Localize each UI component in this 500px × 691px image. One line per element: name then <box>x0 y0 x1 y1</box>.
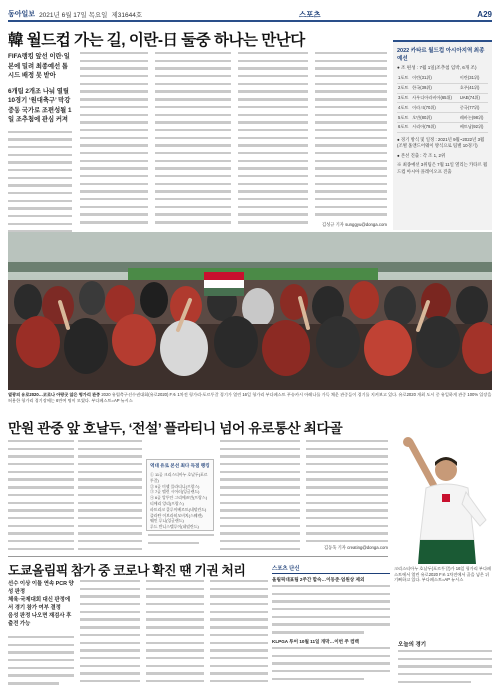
ranking-line: 파트리크 클루이베르트(네덜란드) <box>150 506 207 512</box>
ranking-line: ③ 7골 앨런 시어러(잉글랜드) <box>150 489 200 495</box>
masthead <box>8 8 492 22</box>
ranking-line: 티에리 앙리(프랑스) <box>150 500 184 506</box>
ranking-line: 루드 반니스텔루이(네덜란드) <box>150 524 199 530</box>
todays-match-title: 오늘의 경기 <box>398 642 427 648</box>
sports-brief-title: 스포츠 단신 <box>272 564 390 574</box>
ranking-line: ④ 6골 앙투안 그리에즈만(프랑스) <box>150 495 207 501</box>
table-row: 1포트 이란(31위) 이란(31위) <box>397 74 488 83</box>
story1-byline: 김성규 기자 sunggyu@donga.com <box>321 222 387 227</box>
story1-body-text <box>8 131 72 249</box>
photo1-caption-lead: 열광의 유로2020…코로나 아랑곳 않은 헝가리 관중 <box>8 392 101 397</box>
photo1-caption <box>8 392 492 414</box>
sports-brief-body <box>272 647 390 680</box>
ronaldo-photo-caption: 크리스티아누 호날두(포르투갈)가 16일 헝가리 부다페스트에서 열린 유로2020 F조 1차전에서 골을 넣은 뒤 기뻐하고 있다. 부다페스트=AP 뉴시스 <box>394 566 492 583</box>
qualifier-notes: ● 경기 방식 및 일정 : 2021년 9월~2022년 3월 (조별 홈앤드어웨이 방식으로 팀별 10경기) ● 본선 진출 : 각 조 1, 2위 ※ 최종예선 3위팀은 7월 11일 열리는 카타르 월드컵 아시아 플레이오프 진출 <box>397 136 488 174</box>
table-row: 3포트 사우디아라비아(65위) UAE(74위) <box>397 93 488 103</box>
table-row: 4포트 이라크(70위) 중국(77위) <box>397 103 488 113</box>
story3-subhead: 선수 이상 이틀 연속 PCR 양성 판정 <box>8 581 74 595</box>
story2-body-column <box>306 440 388 544</box>
scoring-ranking-box <box>146 459 214 531</box>
ranking-line: 즐라탄 이브라히모비치(스웨덴) <box>150 512 203 518</box>
qualifier-box-subtitle: ● 조 편성 : 7월 1일(조추첨 임박, 6개 조) <box>397 65 477 70</box>
story3-body-column <box>210 580 268 686</box>
story3-body-column <box>8 636 74 686</box>
story3-body-column <box>146 580 204 686</box>
story2-body-column <box>148 534 214 552</box>
qualifier-box-title: 2022 카타르 월드컵 아시아지역 최종예선 <box>397 48 485 62</box>
photo1-caption-body: 2020 유럽축구선수권대회(유로2020) F조 1차전 헝가리-포르투갈 경기가 열린 16일 헝가리 부다페스트 푸슈카시 아레나를 가득 채운 관중들이 경기를 지켜보고 있다. 유로2020 개최 도시 중 유일하게 관중 100% 입장을 허용한 헝가리 경기장에는 6만여 명이 모였다. 부다페스트=AP 뉴시스 <box>8 392 492 403</box>
story1-body-column <box>80 52 148 228</box>
story2-byline: 김동욱 기자 creating@donga.com <box>323 545 388 550</box>
story1-body-column <box>155 52 231 228</box>
sports-brief <box>272 564 390 685</box>
story2-body-column <box>220 440 300 550</box>
sports-brief-item: 올림픽대표팀 2주간 합숙…이동준·엄원상 제외 <box>272 577 365 582</box>
story3-subhead: 음성 판정 나오면 재검사 후 출전 가능 <box>8 613 72 627</box>
story3-body-column <box>80 580 140 686</box>
page-number: A29 <box>477 9 492 19</box>
story1-body-column <box>238 52 308 228</box>
masthead-left <box>8 9 142 19</box>
sports-brief-body <box>272 585 390 634</box>
story3-subhead: 체육·국제대회 대신 판정에서 경기 참가 여부 결정 <box>8 597 71 611</box>
stadium-crowd-photo <box>8 232 492 390</box>
pot-table <box>397 74 488 133</box>
ranking-line: 웨인 루니(잉글랜드) <box>150 518 184 524</box>
todays-match-box <box>398 640 492 688</box>
table-row: 6포트 시리아(79위) 베트남(92위) <box>397 122 488 132</box>
story2-headline: 만원 관중 앞 호날두, ‘전설’ 플라티니 넘어 유로통산 최다골 <box>8 421 343 436</box>
section-divider <box>8 556 388 557</box>
ranking-box-title: 역대 유로 본선 최다 득점 랭킹 <box>150 463 210 468</box>
story1-body-column <box>315 52 387 220</box>
publication-date: 2021년 6월 17일 목요일 <box>39 11 108 19</box>
table-row: 5포트 오만(80위) 레바논(98위) <box>397 113 488 123</box>
story1-subhead: FIFA랭킹 앞선 이란·일본에 밀려 최종예선 톱시드 배정 못 받아 <box>8 53 70 79</box>
story1-subheads <box>8 52 72 254</box>
story1-subhead: 6개팀 2개조 나눠 열릴 10경기 ‘원대축구’ 막강 중동 국가로 조편성될 1일 조추첨에 관심 커져 <box>8 87 72 123</box>
newspaper-brand: 동아일보 <box>8 11 36 18</box>
todays-match-body <box>398 650 492 683</box>
story3-subheads <box>8 580 74 628</box>
story2-body-column <box>8 440 74 550</box>
story1-headline: 韓 월드컵 가는 길, 이란-日 둘중 하나는 만난다 <box>8 32 305 49</box>
ronaldo-photo <box>394 436 494 564</box>
ranking-line: ② 9골 미셸 플라티니(프랑스) <box>150 483 200 489</box>
qualifier-info-box <box>393 40 492 230</box>
ranking-line: ① 11골 크리스티아누 호날두(포르투갈) <box>150 472 208 483</box>
story3-headline: 도쿄올림픽 참가 중 코로나 확진 땐 기권 처리 <box>8 563 246 578</box>
issue-number: 제31644호 <box>111 11 143 19</box>
story2-body-column <box>78 440 142 550</box>
table-row: 2포트 한국(39위) 호주(41위) <box>397 83 488 93</box>
sports-brief-item: KLPGA 투어 10월 11일 개막…이번 주 컴백 <box>272 638 359 644</box>
section-name: 스포츠 <box>298 9 321 19</box>
